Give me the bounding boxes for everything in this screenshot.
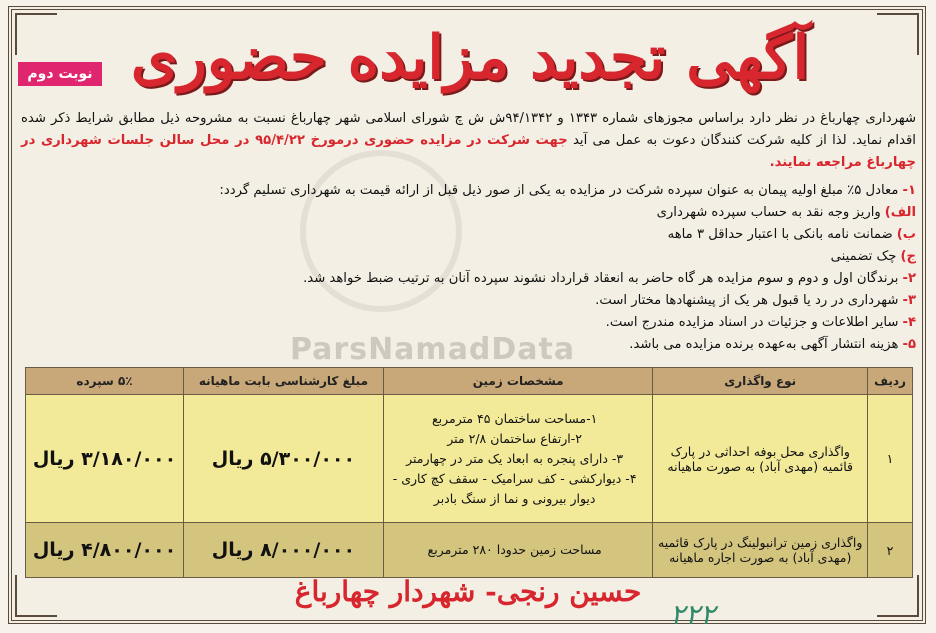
condition-text: هزینه انتشار آگهی به‌عهده برنده مزایده می باشد. <box>629 337 899 352</box>
signature: حسین رنجی- شهردار چهارباغ <box>294 575 642 608</box>
condition-number: ب) <box>896 227 916 242</box>
condition-number: ۱- <box>902 183 916 198</box>
conditions-list <box>21 180 916 356</box>
condition-text: ضمانت نامه بانکی با اعتبار حداقل ۳ ماهه <box>667 227 893 242</box>
column-header: نوع واگذاری <box>653 368 868 395</box>
intro-highlight: جهت شرکت در مزایده حضوری درمورخ ۹۵/۴/۲۲ در محل سالن جلسات شهرداری در چهارباغ مراجعه نمایند. <box>21 133 916 170</box>
frame-corner <box>877 13 919 55</box>
handwritten-note: ۲۲۲ <box>670 598 716 631</box>
row-number: ۱ <box>868 395 913 523</box>
column-header: مبلغ کارشناسی بابت ماهیانه <box>184 368 384 395</box>
condition-text: چک تضمینی <box>830 249 897 264</box>
condition-item <box>21 334 916 356</box>
condition-item <box>21 268 916 290</box>
table-header-row <box>26 368 913 395</box>
condition-item <box>21 202 916 224</box>
row-number: ۲ <box>868 523 913 578</box>
condition-text: واریز وجه نقد به حساب سپرده شهرداری <box>656 205 881 220</box>
condition-item <box>21 180 916 202</box>
expert-price: ۵/۳۰۰/۰۰۰ ریال <box>184 395 384 523</box>
column-header: ردیف <box>868 368 913 395</box>
deposit-amount: ۴/۸۰۰/۰۰۰ ریال <box>26 523 184 578</box>
condition-item <box>21 290 916 312</box>
condition-item <box>21 312 916 334</box>
condition-number: ۴- <box>902 315 916 330</box>
spec-line: ۳- دارای پنجره به ابعاد یک متر در چهارمتر <box>406 450 624 466</box>
table-row <box>26 523 913 578</box>
condition-number: ۲- <box>902 271 916 286</box>
column-header: مشخصات زمین <box>383 368 653 395</box>
column-header: ۵٪ سپرده <box>26 368 184 395</box>
land-specs <box>383 395 653 523</box>
condition-number: ج) <box>900 249 916 264</box>
transfer-type: واگذاری زمین ترانبولینگ در پارک قائمیه (مهدی آباد) به صورت اجاره ماهیانه <box>653 523 868 578</box>
expert-price: ۸/۰۰۰/۰۰۰ ریال <box>184 523 384 578</box>
spec-line: ۴- دیوارکشی - کف سرامیک - سقف کچ کاری - دیوار بیرونی و نما از سنگ بادبر <box>392 470 637 506</box>
land-specs <box>383 523 653 578</box>
table-row <box>26 395 913 523</box>
condition-item <box>21 246 916 268</box>
round-badge: نوبت دوم <box>18 62 102 86</box>
watermark-text: ParsNamadData <box>290 332 576 367</box>
ad-title: آگهی تجدید مزایده حضوری <box>130 23 810 93</box>
condition-text: معادل ۵٪ مبلغ اولیه پیمان به عنوان سپرده شرکت در مزایده به یکی از صور ذیل قبل از ارائه قیمت به شهرداری تسلیم گردد: <box>219 183 899 198</box>
condition-number: ۳- <box>902 293 916 308</box>
deposit-amount: ۳/۱۸۰/۰۰۰ ریال <box>26 395 184 523</box>
condition-number: الف) <box>884 205 916 220</box>
condition-text: شهرداری در رد یا قبول هر یک از پیشنهادها مختار است. <box>595 293 899 308</box>
condition-number: ۵- <box>902 337 916 352</box>
condition-item <box>21 224 916 246</box>
spec-line: ۱-مساحت ساختمان ۴۵ مترمربع <box>431 410 598 426</box>
intro-text: شهرداری چهارباغ در نظر دارد براساس مجوزهای شماره ۱۳۴۳ و ۹۴/۱۳۴۲ش ش چ شورای اسلامی شهر چهارباغ نسبت به مشروحه ذیل مطابق شرایط ذکر شده اقدام نماید. لذا از کلیه شرکت کنندگان دعوت به عمل می آید <box>21 111 917 148</box>
condition-text: سایر اطلاعات و جزئیات در اسناد مزایده مندرج است. <box>605 315 899 330</box>
condition-text: برندگان اول و دوم و سوم مزایده هر گاه حاضر به انعقاد قرارداد نشوند سپرده آنان به ترتیب ضبط خواهد شد. <box>303 271 899 286</box>
frame-corner <box>15 13 57 55</box>
intro-paragraph <box>21 108 916 174</box>
transfer-type: واگذاری محل بوفه احداثی در پارک قائمیه (مهدی آباد) به صورت ماهیانه <box>653 395 868 523</box>
auction-table <box>25 367 913 578</box>
spec-line: مساحت زمین حدودا ۲۸۰ مترمربع <box>427 542 602 557</box>
spec-line: ۲-ارتفاع ساختمان ۲/۸ متر <box>447 430 583 446</box>
